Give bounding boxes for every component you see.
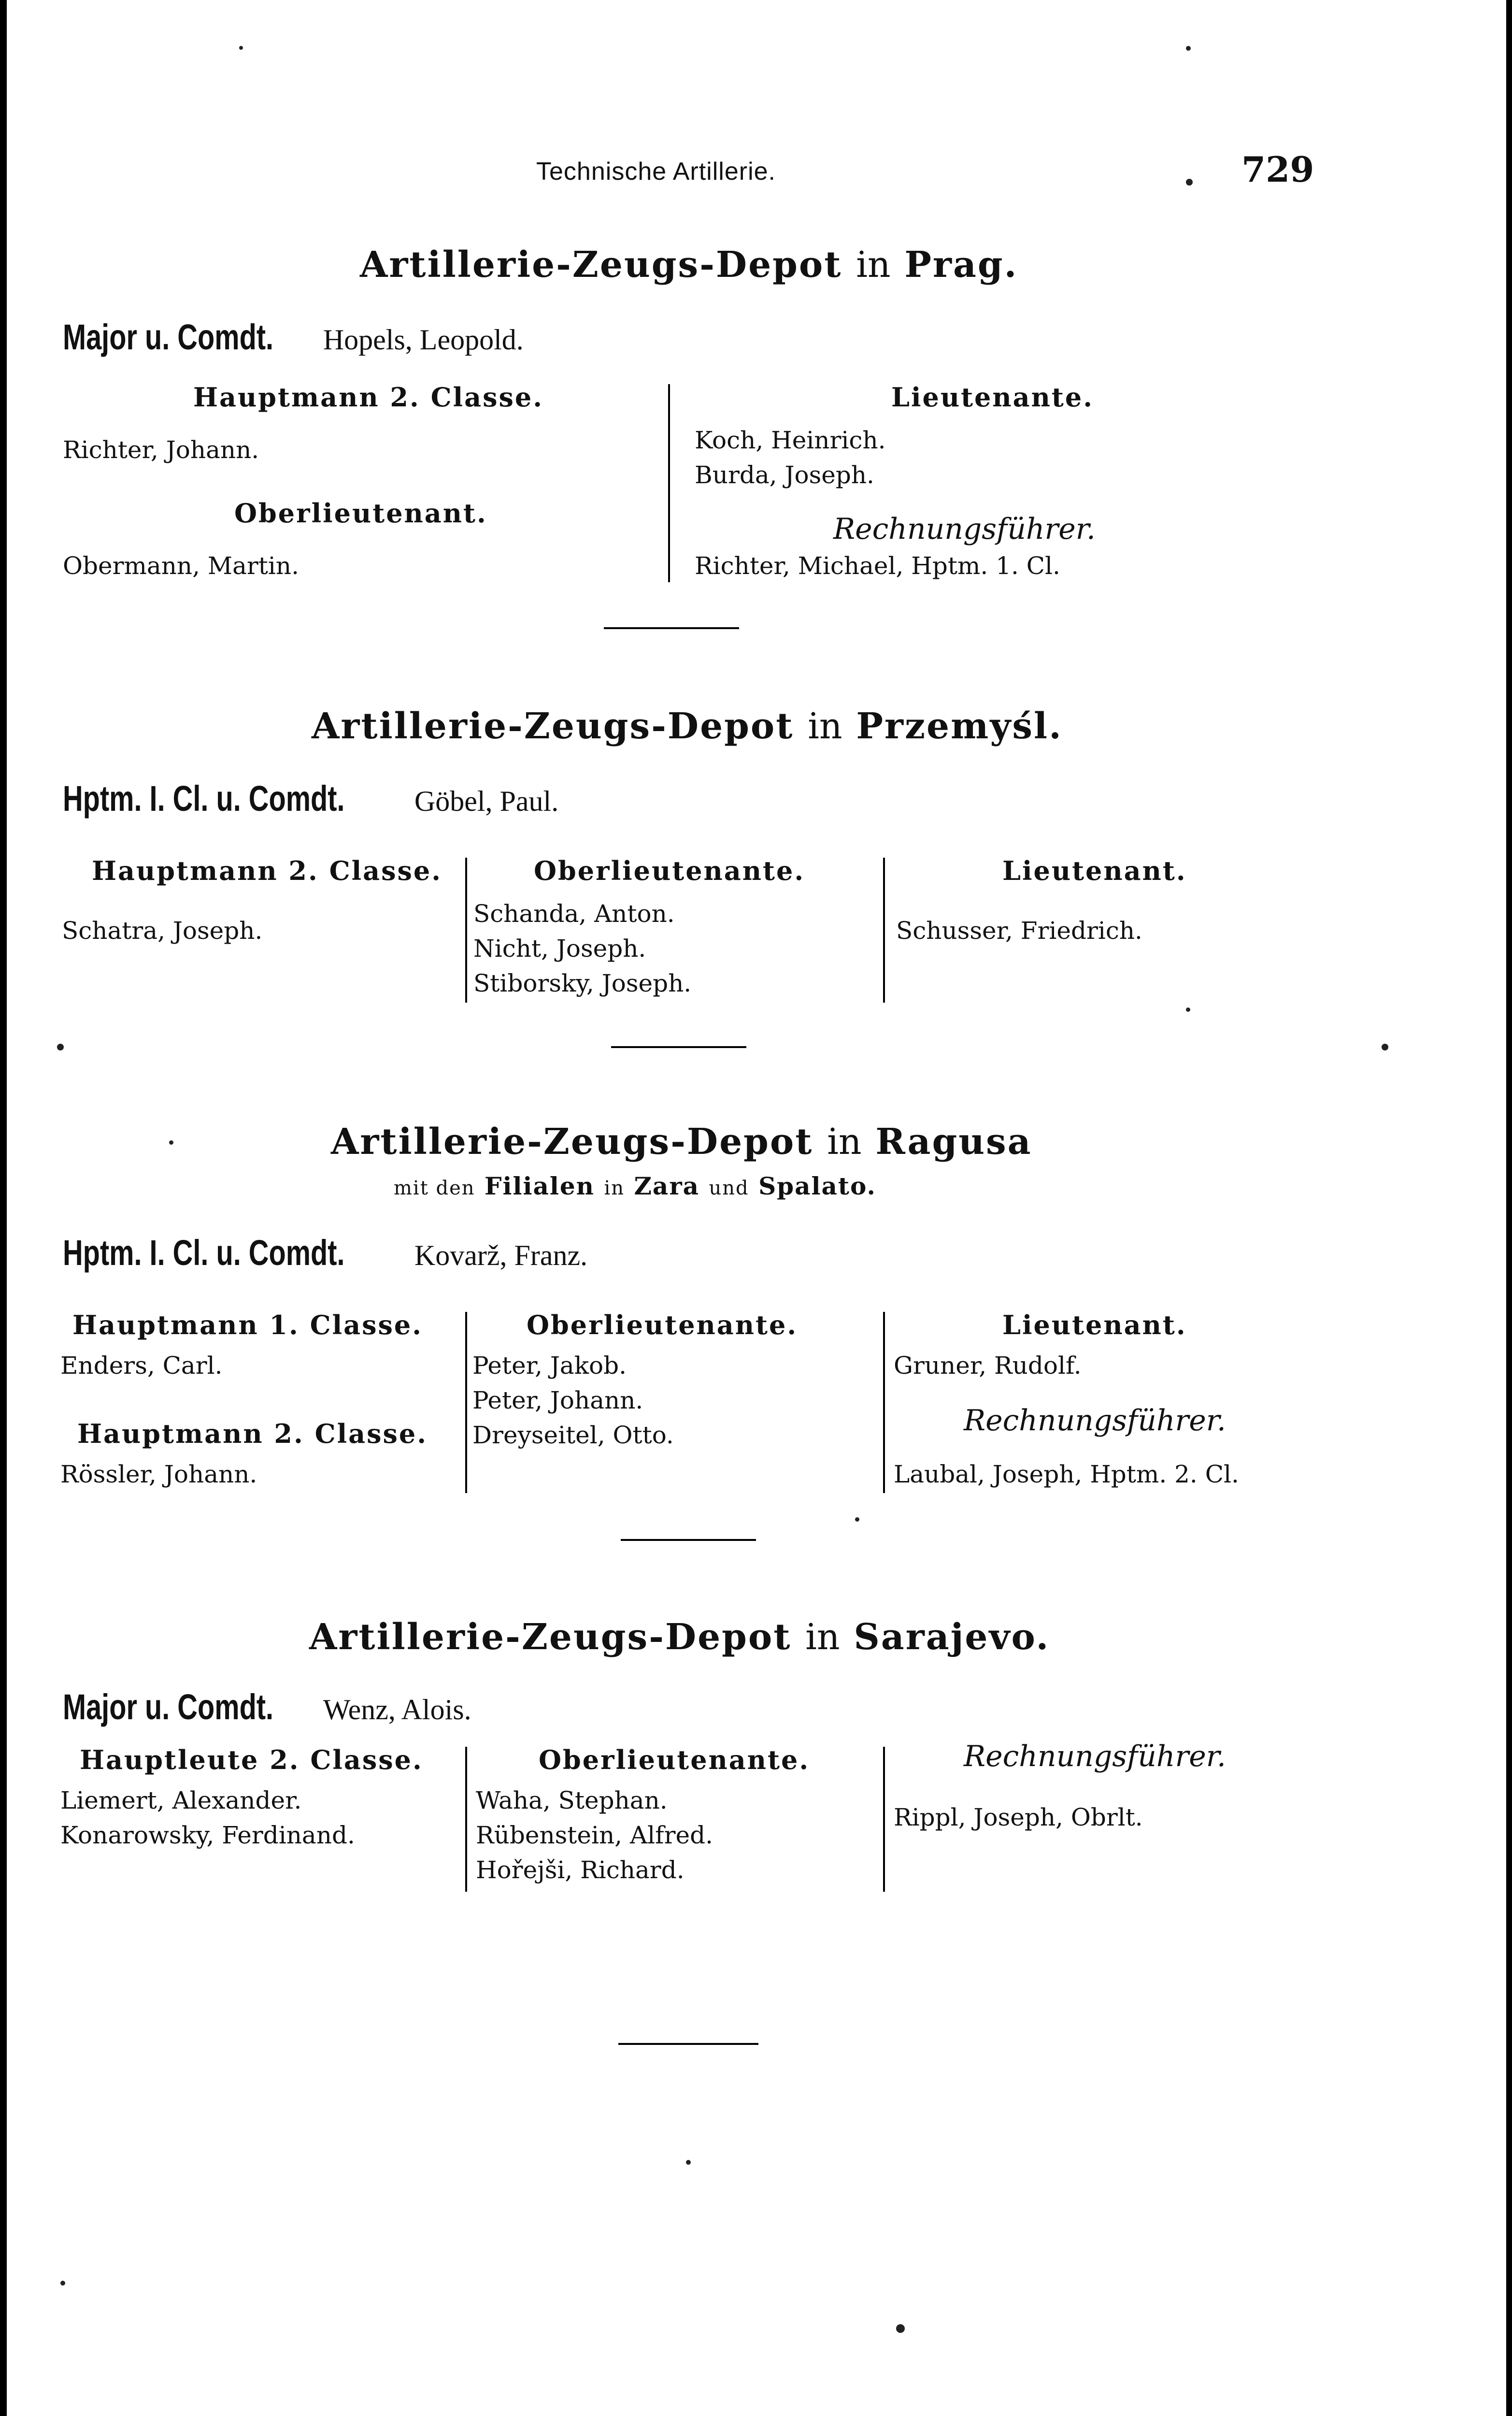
commandant-name: Kovarž, Franz. [414,1239,588,1271]
column-heading: Lieutenant. [1002,855,1187,886]
commandant-line [63,1232,587,1273]
section-title-place: Przemyśl. [856,705,1063,747]
list-item: Stiborsky, Joseph. [473,969,692,997]
section-separator [604,627,739,629]
subtitle-text: in [604,1177,625,1199]
commandant-rank: Hptm. I. Cl. u. Comdt. [63,778,345,819]
scan-speck [60,2281,65,2286]
commandant-line [63,778,558,819]
scan-speck [169,1140,173,1145]
list-item: Burda, Joseph. [695,461,874,489]
list-item: Laubal, Joseph, Hptm. 2. Cl. [894,1460,1239,1488]
list-item: Enders, Carl. [60,1352,223,1380]
column-heading: Lieutenante. [891,382,1094,413]
scan-speck [1382,1044,1388,1050]
section-title-main: Artillerie-Zeugs-Depot [360,244,842,286]
column-divider [465,858,467,1003]
list-item: Gruner, Rudolf. [894,1352,1082,1380]
section-separator [621,1539,756,1541]
list-item: Konarowsky, Ferdinand. [60,1821,355,1849]
commandant-name: Göbel, Paul. [414,785,559,817]
commandant-rank: Hptm. I. Cl. u. Comdt. [63,1233,345,1273]
section-title-place: Sarajevo. [854,1616,1050,1658]
column-heading: Hauptmann 2. Classe. [193,382,544,413]
commandant-rank: Major u. Comdt. [63,317,274,357]
commandant-name: Hopels, Leopold. [323,324,524,356]
commandant-rank: Major u. Comdt. [63,1687,274,1727]
column-heading: Hauptmann 2. Classe. [77,1418,428,1449]
scan-speck [1186,179,1193,186]
list-item: Nicht, Joseph. [473,935,646,963]
section-title-place: Prag. [904,244,1018,286]
scan-speck [57,1044,64,1050]
list-item: Schanda, Anton. [473,900,675,928]
section-title-in: in [805,1616,840,1658]
section-title-main: Artillerie-Zeugs-Depot [309,1616,792,1658]
section-title-sarajevo [309,1616,1050,1658]
list-item: Rössler, Johann. [60,1460,257,1488]
list-item: Rippl, Joseph, Obrlt. [894,1803,1143,1831]
section-title-main: Artillerie-Zeugs-Depot [331,1121,813,1163]
scan-speck [686,2160,691,2165]
column-heading: Hauptmann 2. Classe. [92,855,442,886]
list-item: Schatra, Joseph. [62,917,263,945]
commandant-line [63,1686,471,1727]
column-heading: Oberlieutenante. [534,855,805,886]
commandant-name: Wenz, Alois. [323,1694,471,1726]
section-subtitle [394,1172,876,1200]
list-item: Waha, Stephan. [476,1786,668,1814]
column-divider [883,1747,885,1892]
column-heading: Rechnungsführer. [833,512,1096,546]
list-item: Peter, Johann. [472,1386,643,1414]
subtitle-text: mit den [394,1177,475,1199]
section-title-place: Ragusa [875,1121,1032,1163]
commandant-line [63,316,524,358]
list-item: Richter, Johann. [63,436,259,464]
subtitle-text: Filialen [484,1172,595,1200]
section-title-in: in [827,1121,862,1163]
list-item: Obermann, Martin. [63,552,299,580]
section-title-ragusa [331,1121,1032,1163]
section-separator [618,2043,758,2045]
column-divider [883,1312,885,1493]
subtitle-text: Spalato. [758,1172,876,1200]
list-item: Liemert, Alexander. [60,1786,302,1814]
scan-speck [1186,1007,1190,1012]
list-item: Schusser, Friedrich. [896,917,1142,945]
column-heading: Lieutenant. [1002,1309,1187,1340]
list-item: Koch, Heinrich. [695,426,886,454]
section-title-przemysl [312,705,1063,747]
subtitle-text: und [709,1177,749,1199]
column-divider [465,1312,467,1493]
section-title-main: Artillerie-Zeugs-Depot [312,705,794,747]
column-heading: Hauptmann 1. Classe. [72,1309,423,1340]
column-heading: Oberlieutenante. [539,1744,810,1775]
column-heading: Hauptleute 2. Classe. [80,1744,423,1775]
list-item: Richter, Michael, Hptm. 1. Cl. [695,552,1060,580]
column-divider [883,858,885,1003]
list-item: Peter, Jakob. [472,1352,627,1380]
section-title-in: in [856,244,891,286]
column-divider [668,384,670,582]
page-number: 729 [1241,149,1314,190]
scan-speck [239,46,243,50]
column-divider [465,1747,467,1892]
column-heading: Rechnungsführer. [964,1404,1226,1438]
scan-speck [1186,46,1191,51]
running-title: Technische Artillerie. [536,158,776,186]
column-heading: Oberlieutenante. [527,1309,798,1340]
list-item: Rübenstein, Alfred. [476,1821,713,1849]
column-heading: Oberlieutenant. [234,498,487,529]
column-heading: Rechnungsführer. [964,1740,1226,1773]
scan-speck [896,2324,905,2333]
section-separator [611,1046,746,1048]
section-title-in: in [808,705,842,747]
subtitle-text: Zara [634,1172,700,1200]
list-item: Dreyseitel, Otto. [472,1421,674,1449]
list-item: Hořejši, Richard. [476,1856,685,1884]
section-title-prag [360,244,1018,286]
scan-speck [855,1517,859,1522]
